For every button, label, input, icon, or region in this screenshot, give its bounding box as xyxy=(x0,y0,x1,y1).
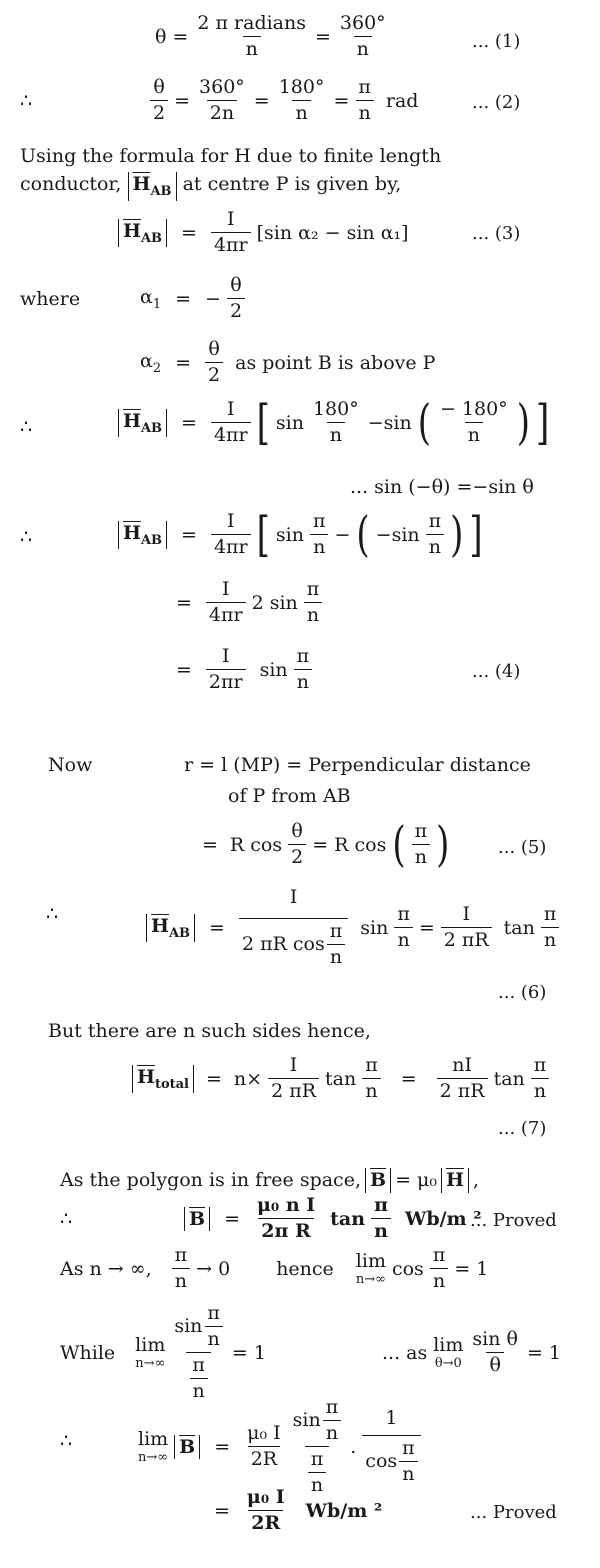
fraction xyxy=(211,512,251,558)
bracket-open: [ xyxy=(256,506,270,563)
equals: = xyxy=(181,523,197,546)
note: ... sin (−θ) =−sin θ xyxy=(350,476,534,498)
equation-2 xyxy=(150,78,418,124)
unit: Wb/m ² xyxy=(404,1207,482,1230)
denominator: n xyxy=(243,36,261,60)
denominator: n xyxy=(190,1378,208,1402)
fraction xyxy=(244,1421,284,1470)
theta: θ xyxy=(155,25,167,48)
fraction xyxy=(371,1196,391,1242)
fraction xyxy=(239,888,348,968)
equals: = xyxy=(253,89,270,112)
where-label: where xyxy=(20,288,81,310)
limit xyxy=(356,1250,386,1287)
fraction xyxy=(394,902,413,951)
numerator: I xyxy=(289,886,298,908)
sin: sin xyxy=(275,411,304,434)
dot: . xyxy=(350,1435,357,1458)
denominator: 2 xyxy=(227,298,245,322)
equation-ref: ... (6) xyxy=(498,982,547,1003)
alpha-symbol: α xyxy=(140,350,153,373)
lim: lim xyxy=(355,1250,386,1273)
equals: = xyxy=(333,89,350,112)
denominator: n xyxy=(308,1472,326,1496)
fraction xyxy=(362,1056,381,1102)
denominator: 2 πR xyxy=(441,927,492,951)
equals: = xyxy=(181,221,197,244)
lim: lim xyxy=(138,1428,169,1451)
equation-alpha1 xyxy=(140,276,245,322)
alpha xyxy=(140,350,161,376)
denominator: n xyxy=(394,927,412,951)
fraction xyxy=(294,647,313,693)
fraction xyxy=(531,1056,550,1102)
equation-ref: ... (7) xyxy=(498,1118,547,1139)
tan: tan xyxy=(325,1067,357,1090)
equation-11 xyxy=(132,1056,549,1102)
equation-5 xyxy=(118,506,483,563)
denominator: n xyxy=(362,1078,380,1102)
limit xyxy=(135,1334,165,1371)
fraction xyxy=(355,78,374,124)
therefore-symbol: ∴ xyxy=(60,1430,73,1452)
numerator: π xyxy=(306,578,320,600)
fraction xyxy=(244,1488,288,1534)
denominator: 2 πR xyxy=(437,1078,488,1102)
expression: R cos xyxy=(229,833,283,856)
paren-open: ( xyxy=(356,506,370,563)
equation-4 xyxy=(118,394,550,451)
h-symbol: $\overline{H}$ xyxy=(151,914,169,937)
equals: = xyxy=(315,25,331,48)
paragraph-line xyxy=(20,142,518,170)
numerator: I xyxy=(227,510,235,532)
subscript: AB xyxy=(168,925,191,941)
numerator: 2 π radians xyxy=(197,12,306,34)
numerator: π xyxy=(414,820,428,842)
sin: sin xyxy=(174,1314,203,1337)
fraction xyxy=(310,400,362,446)
alpha-symbol: α xyxy=(140,286,153,309)
numerator: 180° xyxy=(312,398,359,420)
therefore-symbol: ∴ xyxy=(20,526,33,548)
equals: = xyxy=(202,833,218,856)
fraction xyxy=(268,1056,319,1102)
numerator: sin θ xyxy=(472,1327,518,1350)
denominator xyxy=(239,918,348,968)
paren-open: ( xyxy=(392,816,406,873)
denominator: 4πr xyxy=(211,422,251,446)
numerator: μ₀ I xyxy=(247,1421,281,1444)
equals: = xyxy=(172,25,189,48)
fraction xyxy=(194,14,309,60)
lim-subscript: n→∞ xyxy=(355,1272,386,1288)
abs-h-ab xyxy=(118,219,167,248)
equation-15 xyxy=(138,1398,421,1496)
unit: Wb/m ² xyxy=(305,1499,383,1522)
denominator: 2 πR xyxy=(268,1078,319,1102)
fraction xyxy=(206,580,246,626)
limit xyxy=(433,1334,463,1371)
numerator: nI xyxy=(452,1054,472,1076)
denominator: 2R xyxy=(248,1510,283,1534)
equation-14 xyxy=(60,1304,561,1402)
now-label: Now xyxy=(48,754,93,776)
comma: , xyxy=(472,1169,479,1192)
as-label: ... as xyxy=(381,1341,428,1364)
fraction xyxy=(323,1398,342,1444)
sin: sin xyxy=(360,916,389,939)
h-symbol: $\overline{H}$ xyxy=(123,409,141,432)
fraction xyxy=(189,1353,208,1402)
denominator: n xyxy=(323,1420,341,1444)
paragraph-text: Using the formula for H due to finite length xyxy=(20,145,442,167)
fraction xyxy=(276,78,328,124)
fraction xyxy=(172,1246,191,1292)
expression: [sin α₂ − sin α₁] xyxy=(256,221,409,244)
paragraph-text: at centre P is given by, xyxy=(182,173,402,195)
b-symbol: $\overline{B}$ xyxy=(370,1169,387,1191)
denominator: 2R xyxy=(248,1446,280,1470)
numerator xyxy=(290,1398,345,1446)
numerator: μ₀ n I xyxy=(256,1194,316,1216)
numerator: π xyxy=(312,510,326,532)
denominator: n xyxy=(294,669,312,693)
fraction xyxy=(541,902,560,951)
b-symbol: $\overline{B}$ xyxy=(189,1207,206,1230)
equals: = xyxy=(174,89,191,112)
numerator: θ xyxy=(291,820,303,842)
numerator: θ xyxy=(230,274,242,296)
h-symbol: $\overline{H}$ xyxy=(446,1169,464,1191)
fraction xyxy=(204,1304,223,1350)
numerator: 360° xyxy=(199,76,245,98)
numerator: π xyxy=(543,902,557,925)
fraction xyxy=(211,210,251,256)
definition-line: r = l (MP) = Perpendicular distance xyxy=(184,754,531,776)
fraction xyxy=(437,400,511,446)
fraction xyxy=(327,919,346,968)
numerator: π xyxy=(325,1396,339,1418)
paragraph xyxy=(20,142,520,201)
fraction xyxy=(412,822,431,868)
fraction xyxy=(206,647,246,693)
abs-b xyxy=(365,1168,391,1193)
denominator: n xyxy=(310,534,328,558)
fraction xyxy=(211,400,251,446)
n-times: n× xyxy=(233,1067,263,1090)
bracket-close: ] xyxy=(535,394,550,451)
fraction xyxy=(290,1398,345,1496)
abs-h-total xyxy=(132,1065,194,1094)
numerator: π xyxy=(397,902,410,925)
abs-h-ab xyxy=(118,409,167,438)
denominator: 4πr xyxy=(211,232,251,256)
fraction xyxy=(304,580,323,626)
equation-ref: ... (1) xyxy=(472,31,521,52)
lim-subscript: θ→0 xyxy=(434,1356,462,1372)
denominator: 2π R xyxy=(258,1218,314,1242)
numerator: π xyxy=(174,1244,188,1266)
h-symbol: $\overline{H}$ xyxy=(123,219,141,242)
numerator: π xyxy=(428,510,442,532)
lim: lim xyxy=(135,1334,166,1357)
fraction xyxy=(205,340,223,386)
expression: = 1 xyxy=(526,1341,562,1364)
fraction xyxy=(441,902,492,951)
numerator: I xyxy=(222,578,230,600)
denominator: n xyxy=(412,844,430,868)
paren-close: ) xyxy=(450,506,464,563)
numerator: I xyxy=(222,645,230,667)
minus: − xyxy=(334,523,351,546)
denominator: 2 xyxy=(205,362,223,386)
equation-6 xyxy=(176,580,322,626)
b-symbol: $\overline{B}$ xyxy=(179,1435,196,1458)
denominator: n xyxy=(399,1461,417,1485)
subscript: AB xyxy=(140,230,163,246)
paragraph-text: As the polygon is in free space, xyxy=(60,1169,361,1192)
numerator xyxy=(171,1304,226,1352)
denominator xyxy=(186,1352,211,1402)
unit: rad xyxy=(385,89,419,112)
numerator: 180° xyxy=(278,76,325,98)
numerator: π xyxy=(533,1054,547,1076)
numerator: I xyxy=(289,1054,298,1076)
abs-h-ab xyxy=(146,914,195,943)
expression: sin xyxy=(259,658,288,681)
minus: − xyxy=(205,287,221,310)
denominator: n xyxy=(541,927,559,951)
limit xyxy=(138,1428,168,1465)
numerator: θ xyxy=(208,338,220,360)
denominator: n xyxy=(531,1078,549,1102)
tan: tan xyxy=(493,1067,525,1090)
numerator: π xyxy=(207,1302,220,1324)
equation-3 xyxy=(118,210,409,256)
abs-b xyxy=(174,1435,200,1460)
paragraph: But there are n such sides hence, xyxy=(48,1020,371,1042)
equals: = xyxy=(224,1207,240,1230)
equals: = xyxy=(206,1067,222,1090)
fraction xyxy=(362,1406,420,1485)
therefore-symbol: ∴ xyxy=(46,903,59,925)
equation-alpha2 xyxy=(140,340,435,386)
abs-h-ab xyxy=(128,172,177,201)
fraction xyxy=(150,78,168,124)
subscript: total xyxy=(154,1076,189,1092)
denominator: 2πr xyxy=(206,669,246,693)
fraction xyxy=(469,1327,521,1376)
fraction xyxy=(288,822,306,868)
cos: cos xyxy=(365,1449,398,1472)
subscript: 1 xyxy=(152,296,162,312)
lim: lim xyxy=(433,1334,464,1357)
numerator: 1 xyxy=(385,1406,398,1429)
expression: = 1 xyxy=(454,1257,489,1280)
denominator: 4πr xyxy=(211,534,251,558)
definition-line: of P from AB xyxy=(228,785,351,807)
denominator: n xyxy=(426,534,444,558)
h-symbol: $\overline{H}$ xyxy=(137,1065,155,1088)
subscript: AB xyxy=(140,420,163,436)
equation-7 xyxy=(176,647,312,693)
paren-close: ) xyxy=(516,394,530,451)
expression: = 1 xyxy=(231,1341,266,1364)
equals: = xyxy=(175,351,192,374)
note: as point B is above P xyxy=(235,351,436,374)
denominator: 2 xyxy=(288,844,306,868)
equation-ref: ... (4) xyxy=(472,661,521,682)
fraction xyxy=(227,276,245,322)
equals: = xyxy=(181,411,197,434)
abs-h-ab xyxy=(118,521,167,550)
numerator: π xyxy=(432,1244,446,1266)
equation-10 xyxy=(146,888,559,968)
expression: = R cos xyxy=(312,833,387,856)
mu-zero: = μ₀ xyxy=(395,1169,437,1192)
fraction xyxy=(399,1436,418,1485)
fraction xyxy=(254,1196,318,1242)
denominator: 4πr xyxy=(206,602,246,626)
equation-16 xyxy=(214,1488,382,1534)
numerator: π xyxy=(374,1194,388,1216)
numerator: π xyxy=(329,919,343,942)
paren-open: ( xyxy=(417,394,431,451)
equals: = xyxy=(175,287,192,310)
denominator: n xyxy=(205,1326,223,1350)
hence-label: hence xyxy=(276,1257,334,1280)
numerator: π xyxy=(365,1054,378,1076)
fraction xyxy=(426,512,445,558)
therefore-symbol: ∴ xyxy=(20,90,33,112)
equation-13 xyxy=(60,1246,488,1292)
paren-close: ) xyxy=(436,816,450,873)
denominator: n xyxy=(304,602,322,626)
equation-9 xyxy=(202,816,450,873)
numerator: π xyxy=(296,645,310,667)
equals: = xyxy=(400,1067,417,1090)
abs-h xyxy=(441,1168,469,1193)
equals: = xyxy=(214,1499,230,1522)
while-label: While xyxy=(60,1341,116,1364)
paragraph-line xyxy=(20,170,520,201)
denominator: 2 xyxy=(150,100,168,124)
minus-sin: −sin xyxy=(375,523,420,546)
numerator: θ xyxy=(153,76,165,98)
equals: = xyxy=(209,916,225,939)
h-symbol: $\overline{H}$ xyxy=(123,521,141,544)
equals: = xyxy=(214,1435,231,1458)
expression: → 0 xyxy=(196,1257,231,1280)
fraction xyxy=(310,512,329,558)
equals: = xyxy=(418,916,435,939)
bracket-close: ] xyxy=(469,506,483,563)
denominator: n xyxy=(356,100,374,124)
equals: = xyxy=(176,591,192,614)
numerator: I xyxy=(227,398,235,420)
denominator: n xyxy=(327,944,345,968)
sin: sin xyxy=(292,1408,321,1431)
therefore-symbol: ∴ xyxy=(60,1208,73,1230)
numerator: I xyxy=(227,208,235,230)
numerator: − 180° xyxy=(439,398,508,420)
denominator xyxy=(362,1435,420,1485)
equation-ref: ... (2) xyxy=(472,92,521,113)
numerator: π xyxy=(402,1436,415,1459)
equals: = xyxy=(176,658,192,681)
denominator: 2n xyxy=(207,100,237,124)
denominator: n xyxy=(327,422,345,446)
fraction xyxy=(171,1304,226,1402)
denominator: θ xyxy=(486,1352,503,1376)
bracket-open: [ xyxy=(256,394,270,451)
subscript: 2 xyxy=(152,360,162,376)
denominator: n xyxy=(371,1218,391,1242)
fraction xyxy=(196,78,248,124)
denominator: n xyxy=(430,1268,448,1292)
lim-subscript: n→∞ xyxy=(138,1450,169,1466)
therefore-symbol: ∴ xyxy=(20,416,33,438)
numerator: I xyxy=(462,902,470,925)
sin: sin xyxy=(275,523,304,546)
tan: tan xyxy=(330,1207,366,1230)
cos: cos xyxy=(391,1257,424,1280)
equation-ref: ... Proved xyxy=(470,1210,557,1231)
numerator: π xyxy=(310,1447,324,1470)
equation-ref: ... Proved xyxy=(470,1502,557,1523)
denominator: n xyxy=(354,36,372,60)
h-symbol: $\overline{H}$ xyxy=(132,173,151,195)
tan: tan xyxy=(503,916,535,939)
subscript: AB xyxy=(150,183,172,199)
equation-12 xyxy=(184,1196,482,1242)
equation-ref: ... (3) xyxy=(472,223,521,244)
numerator: μ₀ I xyxy=(246,1486,285,1508)
numerator: 360° xyxy=(339,12,386,34)
expression: As n → ∞, xyxy=(60,1257,152,1280)
fraction xyxy=(337,14,389,60)
numerator: π xyxy=(358,76,371,98)
paragraph-text: conductor, xyxy=(20,173,122,195)
subscript: AB xyxy=(140,532,163,548)
fraction xyxy=(430,1246,449,1292)
denominator: n xyxy=(465,422,483,446)
denominator-text: 2 πR cos xyxy=(241,932,325,955)
alpha xyxy=(140,286,161,312)
equation-ref: ... (5) xyxy=(498,837,547,858)
denominator: n xyxy=(292,100,310,124)
abs-b xyxy=(184,1207,210,1232)
paragraph-free-space xyxy=(60,1168,479,1193)
lim-subscript: n→∞ xyxy=(135,1356,166,1372)
numerator: π xyxy=(192,1353,205,1376)
expression: 2 sin xyxy=(251,591,298,614)
denominator: n xyxy=(172,1268,190,1292)
minus-sin: −sin xyxy=(367,411,412,434)
fraction xyxy=(437,1056,488,1102)
equation-1 xyxy=(155,14,389,60)
